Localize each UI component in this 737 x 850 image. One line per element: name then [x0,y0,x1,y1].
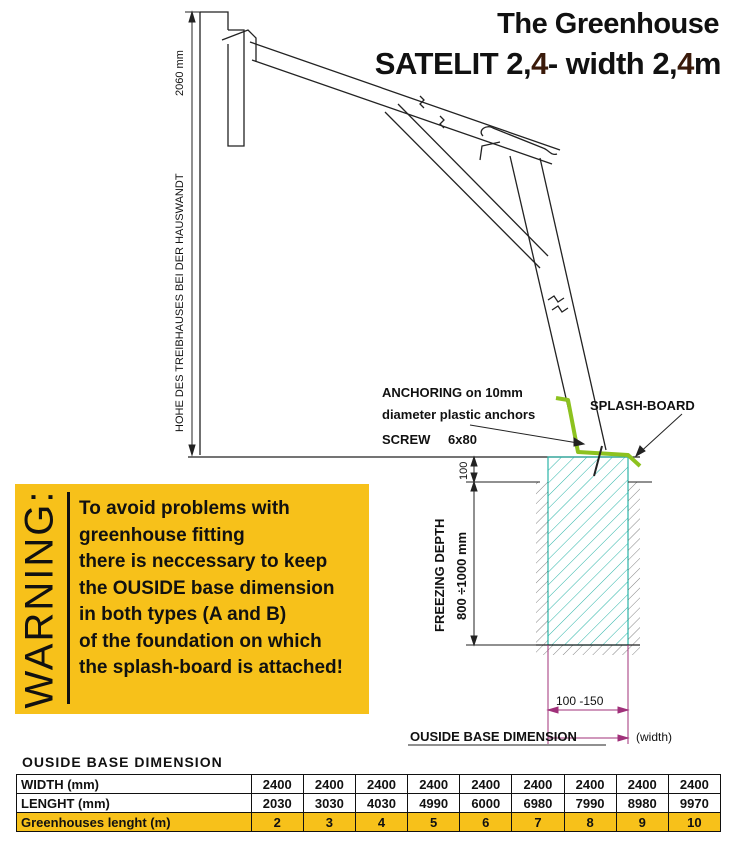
screw-size: 6x80 [448,432,477,447]
table-cell: 2400 [251,775,303,794]
table-cell: 2400 [460,775,512,794]
table-cell: 2 [251,813,303,832]
warning-divider [67,492,70,704]
warning-line: the OUSIDE base dimension [79,577,335,599]
base-dimension-label: OUSIDE BASE DIMENSION [410,729,577,744]
table-cell: 10 [668,813,720,832]
warning-line: the splash-board is attached! [79,657,343,678]
table-cell: 5 [408,813,460,832]
depth-dimension [466,457,540,645]
table-title: OUSIDE BASE DIMENSION [22,754,223,770]
table-cell: 2400 [408,775,460,794]
table-cell: 2400 [668,775,720,794]
title-model-digit: 4 [531,46,548,81]
table-cell: 8 [564,813,616,832]
anchoring-label-1: ANCHORING on 10mm [382,385,523,400]
table-cell: 8980 [616,794,668,813]
foundation-block [548,457,628,645]
height-dimension [185,12,200,455]
title-line-1: The Greenhouse [497,8,719,40]
table-cell: 2030 [251,794,303,813]
table-cell: 3030 [303,794,355,813]
title-width-text: - width 2, [547,46,678,81]
title-unit: m [693,46,721,81]
table-cell: 2400 [512,775,564,794]
table-cell: 3 [303,813,355,832]
anchoring-label-2: diameter plastic anchors [382,407,536,422]
roof-rafter [250,42,560,164]
row-label: LENGHT (mm) [17,794,252,813]
dim-100-150: 100 -150 [556,694,604,708]
warning-line: there is neccessary to keep [79,551,328,572]
table-cell: 4990 [408,794,460,813]
height-dim-value: 2060 mm [174,50,186,96]
table-row-greenhouse-length [17,813,721,832]
base-dimension-table [16,774,721,832]
warning-word-box [15,484,65,714]
table-cell: 2400 [303,775,355,794]
screw-label: SCREW [382,432,431,447]
freezing-depth-label: FREEZING DEPTH [432,518,447,632]
table-cell: 2400 [355,775,407,794]
width-note: (width) [636,730,673,744]
warning-line: To avoid problems with [79,498,290,519]
table-row-length [17,794,721,813]
height-dim-label: HOHE DES TREIBHAUSES BEI DER HAUSWANDT [174,173,186,432]
soil-right [628,482,640,645]
title-width-digit: 4 [677,46,694,81]
table-cell: 9970 [668,794,720,813]
warning-message [79,496,363,682]
splash-board-label: SPLASH-BOARD [590,398,695,413]
table-cell: 7 [512,813,564,832]
warning-line: in both types (A and B) [79,604,287,625]
title-model: SATELIT 2, [374,46,532,81]
table-cell: 2400 [616,775,668,794]
table-cell: 6000 [460,794,512,813]
freezing-range-label: 800 ÷1000 mm [454,531,469,620]
table-cell: 6 [460,813,512,832]
table-cell: 4030 [355,794,407,813]
soil-left [536,482,548,645]
dim-100: 100 [458,461,470,480]
row-label: WIDTH (mm) [17,775,252,794]
warning-line: of the foundation on which [79,630,322,652]
table-cell: 7990 [564,794,616,813]
table-cell: 6980 [512,794,564,813]
table-cell: 2400 [564,775,616,794]
warning-word: WARNING: [17,489,62,709]
table-cell: 4 [355,813,407,832]
row-label: Greenhouses lenght (m) [17,813,252,832]
wall-profile [200,12,256,455]
warning-line: greenhouse fitting [79,524,245,546]
table-cell: 9 [616,813,668,832]
warning-box [15,484,369,714]
soil-bottom [536,645,640,655]
table-row-width [17,775,721,794]
